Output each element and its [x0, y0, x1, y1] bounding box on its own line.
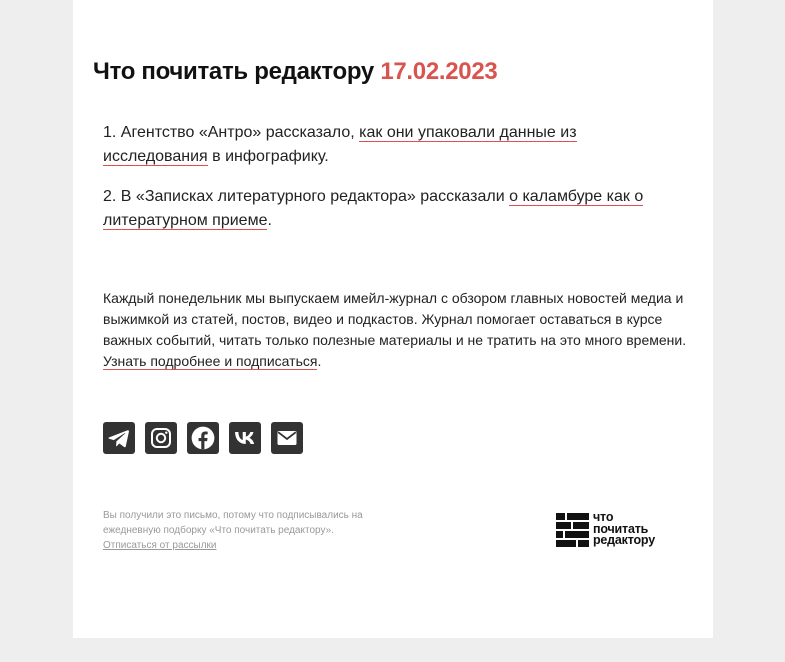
telegram-icon[interactable] — [103, 422, 135, 454]
footer-text: Вы получили это письмо, потому что подписывались на ежедневную подборку «Что почитать редактору». — [103, 510, 363, 536]
logo-line: редактору — [593, 533, 655, 547]
facebook-icon[interactable] — [187, 422, 219, 454]
list-item — [103, 121, 663, 169]
footer-note — [103, 508, 393, 553]
item-text-after: в инфографику. — [212, 148, 329, 165]
email-card — [73, 0, 713, 638]
subscribe-link[interactable]: Узнать подробнее и подписаться — [103, 353, 318, 369]
about-paragraph — [103, 288, 693, 372]
instagram-icon[interactable] — [145, 422, 177, 454]
title-text: Что почитать редактору — [93, 58, 374, 85]
email-icon[interactable] — [271, 422, 303, 454]
item-text-after: . — [267, 212, 272, 229]
logo-line: почитать — [593, 521, 649, 536]
logo-line: что — [593, 510, 614, 524]
news-list — [103, 121, 663, 249]
social-links — [103, 422, 303, 454]
item-number: 2. — [103, 188, 117, 205]
about-text-after: . — [317, 353, 322, 369]
about-text: Каждый понедельник мы выпускаем имейл-журнал с обзором главных новостей медиа и выжимкой из статей, постов, видео и подкастов. Журнал помогает оставаться в курсе важных событий, читать только полезные материалы и не тратить на это много времени. — [103, 290, 687, 348]
list-item — [103, 185, 663, 233]
vk-icon[interactable] — [229, 422, 261, 454]
unsubscribe-link[interactable]: Отписаться от рассылки — [103, 540, 217, 551]
item-link[interactable]: как они упаковали данные из исследования — [103, 124, 577, 165]
page-title — [93, 58, 497, 86]
item-text: Агентство «Антро» рассказало, — [120, 124, 355, 141]
item-link[interactable]: о каламбуре как о литературном приеме — [103, 188, 644, 229]
issue-date: 17.02.2023 — [380, 58, 498, 85]
logo-mark-icon — [556, 513, 589, 547]
item-text: В «Записках литературного редактора» рассказали — [120, 188, 505, 205]
item-number: 1. — [103, 124, 117, 141]
logo — [556, 512, 684, 548]
logo-wordmark — [593, 512, 655, 547]
